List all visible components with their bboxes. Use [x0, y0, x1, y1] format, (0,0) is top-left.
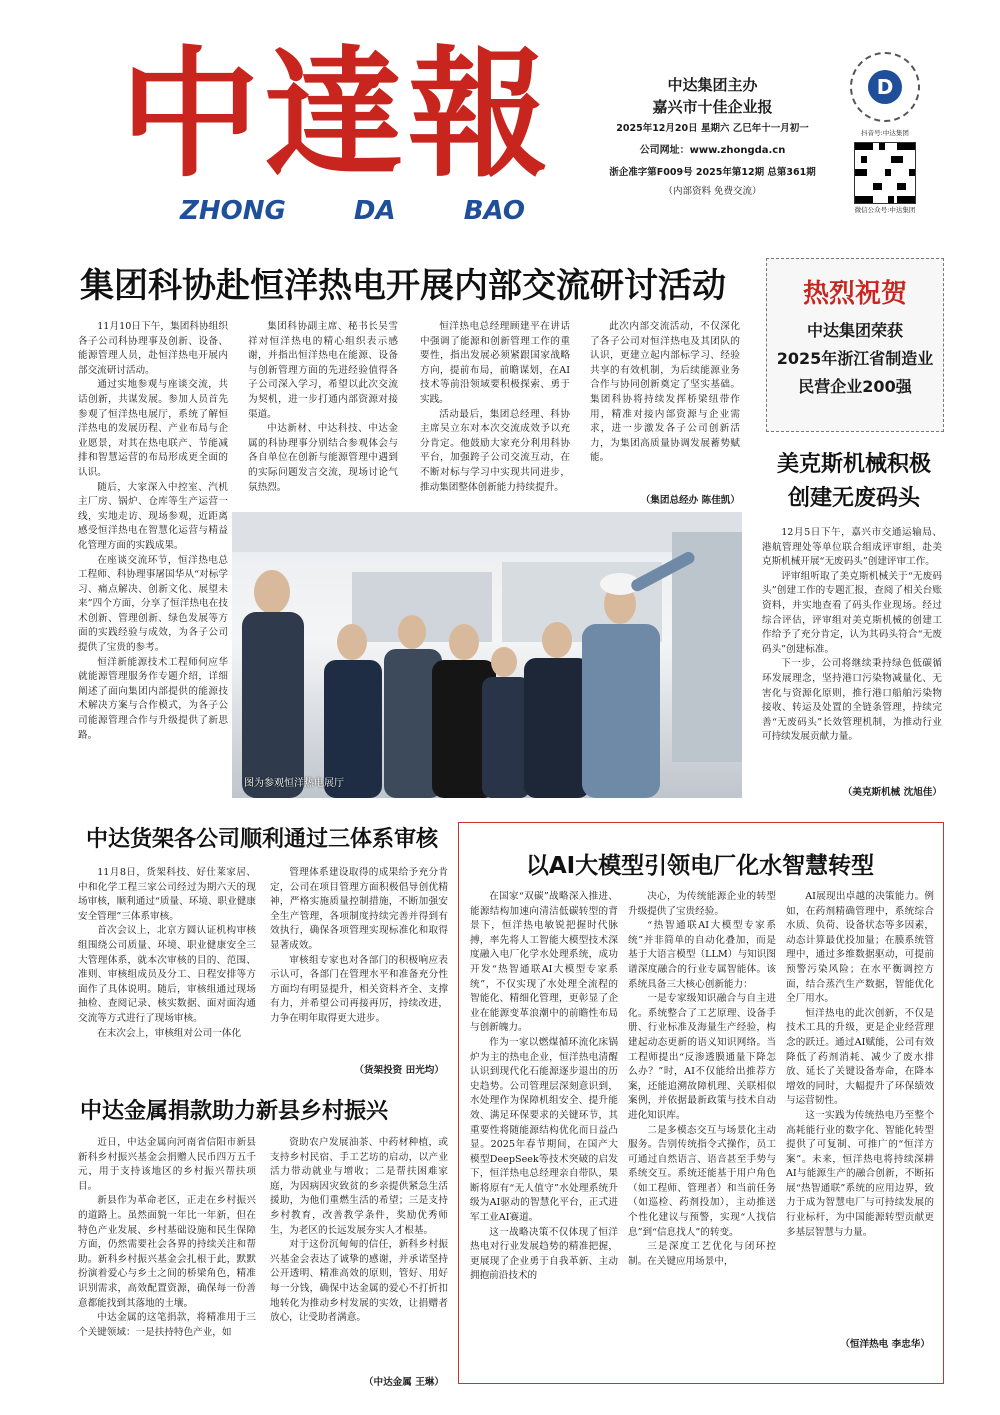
congrats-line-2: 2025年浙江省制造业 [776, 349, 934, 368]
paragraph: 作为一家以燃煤循环流化床锅炉为主的热电企业，恒洋热电清醒认识到现代化石能源逐步退出的历史趋势。公司管理层深刻意识到，水处理作为保障机组安全、提升能效、满足环保要求的关键环节，其重要性将随能源结构优化而日益凸显。2025年春节期间，在国产大模型DeepSeek等技术突破的启发下，恒洋热电总经理亲自带队，果断将原有“无人值守”水处理系统升级为AI驱动的智慧化平台，正式进军工业AI赛道。 [470, 1036, 618, 1224]
paragraph: 一是专家级知识融合与自主进化。系统整合了工艺原理、设备手册、行业标准及海量生产经验，构建起动态更新的语义知识网络。当工程师提出“反渗透膜通量下降怎么办？”时，AI不仅能给出推荐方案，还能追溯故障机理、关联相似案例，并依据最新政策与技术自动进化知识库。 [628, 993, 776, 1121]
paragraph: 在座谈交流环节，恒洋热电总工程师、科协理事屠国华从“对标学习、痛点解决、创新文化、展望未来”四个方面，分享了恒洋热电在技术创新、管理创新、绿色发展等方面的实践经验与成效，为各子公司提供了宝贵的参考。 [78, 554, 228, 654]
pinyin-da: DA [353, 196, 396, 226]
article5-col2 [628, 890, 776, 1358]
article3-col1 [78, 866, 256, 1062]
article4-col1 [78, 1136, 256, 1366]
paragraph: 评审组听取了美克斯机械关于“无废码头”创建工作的专题汇报，查阅了相关台账资料，并实地查看了码头作业现场。经过综合评估，评审组对美克斯机械的创建工作给予了充分肯定，认为其码头符合“无废码头”创建标准。 [762, 570, 942, 655]
article1-photo [232, 512, 742, 798]
paragraph: 近日，中达金属向河南省信阳市新县新科乡村振兴基金会捐赠人民币四万五千元，用于支持该地区的乡村振兴帮扶项目。 [78, 1137, 256, 1192]
paragraph: 11月8日，货架科技、好仕莱家居、中和化学工程三家公司经过为期六天的现场审核，顺利通过“质量、环境、职业健康安全管理”三体系审核。 [78, 867, 256, 922]
honor-line: 嘉兴市十佳企业报 [652, 98, 773, 116]
paragraph: “热智通联AI大模型专家系统”并非简单的自动化叠加，而是基于大语言模型（LLM）与知识图谱深度融合的行业专属智能体。该系统具备三大核心创新能力： [628, 920, 776, 990]
article5-text [470, 890, 934, 1358]
article4-headline: 中达金属捐款助力新县乡村振兴 [80, 1099, 389, 1124]
paragraph: 三是深度工艺优化与闭环控制。在关键应用场景中， [628, 1241, 776, 1267]
article3-signature: （货架投资 田光均） [354, 1065, 444, 1076]
article5-col3 [786, 890, 934, 1358]
article4-col2 [270, 1136, 448, 1366]
paragraph: 活动最后，集团总经理、科协主席吴立东对本次交流成效予以充分肯定。他鼓励大家充分利用科协平台，加强跨子公司交流互动，在不断对标与学习中实现共同进步，推动集团整体创新能力持续提升。 [420, 408, 570, 492]
article2-headline-2: 创建无废码头 [787, 486, 920, 511]
paragraph: 这一战略决策不仅体现了恒洋热电对行业发展趋势的精准把握，更展现了企业勇于自我革新、主动拥抱前沿技术的 [470, 1226, 618, 1282]
paragraph: 恒洋热电总经理顾建平在讲话中强调了能源和创新管理工作的重要性，指出发展必须紧跟国家战略方向，提前布局，前瞻谋划，在AI技术等前沿领域要积极探索、勇于实践。 [420, 321, 570, 405]
paragraph: 审核组专家也对各部门的积极响应表示认可，各部门在管理水平和准备充分性方面均有明显提升，相关资料齐全、支撑有力，并希望公司再接再厉，持续改进，力争在明年取得更大进步。 [270, 954, 448, 1024]
paragraph: 在末次会上，审核组对公司一体化 [97, 1027, 242, 1039]
paragraph: AI展现出卓越的决策能力。例如，在药剂精确管理中，系统综合水质、负荷、设备状态等多因素，动态计算最优投加量；在膜系统管理中，通过多维数据驱动，可提前预警污染风险；在水平衡调控方面，结合蒸汽生产数据，智能优化全厂用水。 [786, 891, 934, 1005]
paragraph: 资助农户发展油茶、中药材种植，或支持乡村民宿、手工艺坊的启动，以产业活力带动就业与增收；二是帮扶困难家庭，为因病因灾致贫的乡亲提供紧急生活援助，为他们重燃生活的希望；三是支持乡村教育，改善教学条件，奖励优秀师生，为老区的长远发展夯实人才根基。 [270, 1137, 448, 1236]
congrats-box [766, 258, 944, 432]
douyin-qr-caption: 抖音号:中达集团 [861, 129, 909, 137]
paragraph: 12月5日下午，嘉兴市交通运输局、港航管理处等单位联合组成评审组，赴美克斯机械开展“无废码头”创建评审工作。 [762, 527, 942, 568]
article2-headline-1: 美克斯机械积极 [776, 452, 931, 477]
pinyin-zhong: ZHONG [180, 196, 286, 226]
photo-scene [232, 512, 742, 798]
congrats-title: 热烈祝贺 [802, 279, 907, 309]
logo-icon: D [868, 70, 902, 104]
paragraph: 集团科协副主席、秘书长吴雪祥对恒洋热电的精心组织表示感谢，并指出恒洋热电在能源、设备与创新管理方面的先进经验值得各子公司深入学习，希望以此次交流为契机，进一步打通内部资源对接渠道。 [248, 321, 398, 420]
article5-col1 [470, 890, 618, 1358]
date-line: 2025年12月20日 星期六 乙巳年十一月初一 [616, 123, 809, 134]
article3-text [78, 866, 448, 1062]
paragraph: 中达新材、中达科技、中达金属的科协理事分别结合参观体会与各自单位在创新与能源管理中遇到的实际问题发言交流，现场讨论气氛热烈。 [248, 423, 398, 492]
article1-signature: （集团总经办 陈佳凯） [640, 495, 740, 506]
paragraph: 11月10日下午，集团科协组织各子公司科协理事及创新、设备、能源管理人员，赴恒洋热电开展内部交流研讨活动。 [78, 321, 228, 376]
paragraph: 对于这份沉甸甸的信任，新科乡村振兴基金会表达了诚挚的感谢，并承诺坚持公开透明、精准高效的原则，管好、用好每一分钱，确保中达金属的爱心不打折扣地转化为推动乡村发展的实效，让捐赠者放心，让受助者满意。 [270, 1239, 448, 1324]
masthead-title: 中達報 [120, 33, 553, 197]
paragraph: 这一实践为传统热电乃至整个高耗能行业的数字化、智能化转型提供了可复制、可推广的“恒洋方案”。未来，恒洋热电将持续深耕AI与能源生产的融合创新，不断拓展“热智通联”系统的应用边界，致力于成为智慧电厂与可持续发展的行业标杆，为中国能源转型贡献更多基层智慧与力量。 [786, 1109, 934, 1238]
article3-col2 [270, 866, 448, 1062]
note-line: （内部资料 免费交流） [663, 186, 762, 197]
paragraph: 管理体系建设取得的成果给予充分肯定，公司在项目管理方面积极倡导创优精神，严格实施质量控制措施，不断加强安全生产管理，各项制度持续完善并得到有效执行，确保各项管理实现标准化和取得显著成效。 [270, 867, 448, 951]
paragraph: 二是多模态交互与场景化主动服务。告别传统指令式操作，员工可通过自然语言、语音甚至手势与系统交互。系统还能基于用户角色（如工程师、管理者）和当前任务（如巡检、药剂投加），主动推送个性化建议与预警，实现“人找信息”到“信息找人”的转变。 [628, 1124, 776, 1238]
paragraph: 恒洋热电的此次创新，不仅是技术工具的升级，更是企业经营理念的跃迁。通过AI赋能，公司有效降低了药剂消耗、减少了废水排放、延长了关键设备寿命，在降本增效的同时，大幅提升了环保绩效与运营韧性。 [786, 1007, 934, 1107]
wechat-qr [854, 142, 916, 204]
paragraph: 通过实地参观与座谈交流，共话创新，共谋发展。参加人员首先参观了恒洋热电展厅，系统了解恒洋热电的发展历程、产业布局与企业愿景，对其在热电联产、节能减排和智慧运营的布局形成更全面的认识。 [78, 379, 228, 478]
paragraph: 随后，大家深入中控室、汽机主厂房、锅炉、仓库等生产运营一线，实地走访、现场参观，近距离感受恒洋热电在智慧化运营与精益化管理方面的实践成果。 [78, 481, 228, 551]
pinyin-bao: BAO [463, 196, 525, 226]
article4-text [78, 1136, 448, 1366]
issue-line: 浙企准字第F009号 2025年第12期 总第361期 [609, 167, 816, 178]
article2-col [762, 526, 942, 776]
paragraph: 此次内部交流活动，不仅深化了各子公司对恒洋热电及其团队的认识，更建立起内部标学习、经验共享的有效机制，为后续能源业务合作与协同创新奠定了坚实基础。集团科协将持续发挥桥梁纽带作用，精准对接内部资源与企业需求，进一步激发各子公司创新活力，为集团高质量协调发展蓄势赋能。 [590, 321, 740, 464]
article1-col3 [420, 320, 570, 492]
paragraph: 恒洋新能源技术工程师何应华就能源管理服务作专题介绍，详细阐述了面向集团内部提供的能源技术解决方案与合作模式，为各子公司能源管理合作与升级提供了新思路。 [78, 656, 228, 741]
paragraph: 中达金属的这笔捐款，将精准用于三个关键领域：一是扶持特色产业，如 [78, 1312, 256, 1338]
article1-col4 [590, 320, 740, 492]
article5-signature: （恒洋热电 李忠华） [840, 1339, 930, 1350]
website-line: 公司网址：www.zhongda.cn [639, 145, 786, 156]
article1-col2 [248, 320, 398, 492]
sponsor-line: 中达集团主办 [667, 76, 758, 94]
paragraph: 在国家“双碳”战略深入推进、能源结构加速向清洁低碳转型的背景下，恒洋热电敏锐把握时代脉搏，率先将人工智能大模型技术深度融入电厂化学水处理系统，成功开发“热智通联AI大模型专家系统”，不仅实现了水处理全流程的智能化、精细化管理，更彰显了企业在能源变革浪潮中的前瞻性布局与创新魄力。 [470, 891, 618, 1034]
article5-headline: 以AI大模型引领电厂化水智慧转型 [525, 853, 875, 879]
paragraph: 首次会议上，北京方圆认证机构审核组围绕公司质量、环境、职业健康安全三大管理体系，就本次审核的目的、范围、准则、审核组成员及分工、日程安排等方面作了具体说明。随后，审核组通过现场抽检、查阅记录、核实数据、面对面沟通交流等方式进行了现场审核。 [78, 925, 256, 1024]
article1-headline: 集团科协赴恒洋热电开展内部交流研讨活动 [80, 266, 726, 306]
article2-text [762, 526, 942, 776]
article4-signature: （中达金属 王琳） [363, 1377, 444, 1388]
article1-text [78, 320, 744, 741]
article2-signature: （美克斯机械 沈旭佳） [842, 787, 942, 798]
article3-headline: 中达货架各公司顺利通过三体系审核 [86, 827, 439, 852]
masthead-info [590, 74, 835, 200]
paragraph: 下一步，公司将继续秉持绿色低碳循环发展理念，坚持港口污染物减量化、无害化与资源化原则，推行港口船舶污染物接收、转运及处置的全链条管理，持续完善“无废码头”长效管理机制，为推动行业可持续发展贡献力量。 [762, 658, 942, 743]
paragraph: 新县作为革命老区，正走在乡村振兴的道路上。虽然面貌一年比一年新，但在特色产业发展、乡村基础设施和民生保障方面，仍然需要社会各界的持续关注和帮助。新科乡村振兴基金会扎根于此，默默扮演着爱心与乡土之间的桥梁角色，精准识别需求，高效配置资源，确保每一份善意都能找到其落地的土壤。 [78, 1195, 256, 1309]
photo-caption: 图为参观恒洋热电展厅 [244, 778, 344, 789]
douyin-qr [850, 52, 920, 122]
masthead-pinyin [180, 196, 525, 226]
wechat-qr-caption: 微信公众号:中达集团 [854, 206, 916, 214]
congrats-line-1: 中达集团荣获 [806, 321, 903, 340]
paragraph: 决心，为传统能源企业的转型升级提供了宝贵经验。 [628, 891, 776, 917]
article1-col1 [78, 320, 228, 760]
congrats-line-3: 民营企业200强 [798, 377, 912, 396]
